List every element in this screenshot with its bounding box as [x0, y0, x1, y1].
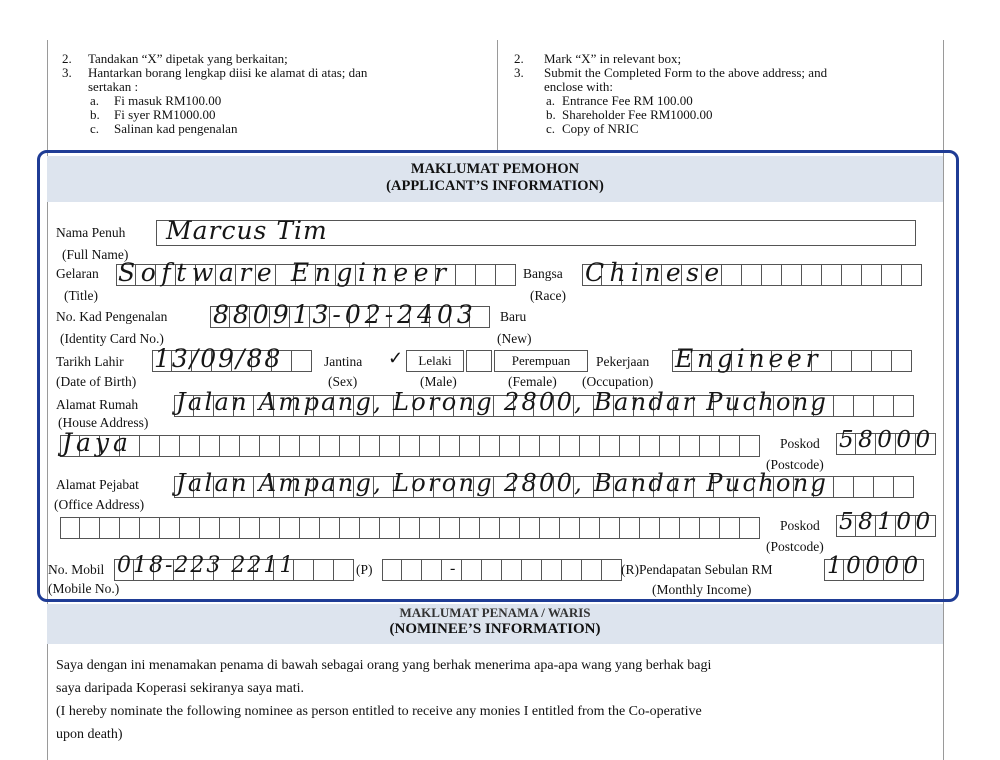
male-label-en: (Male)	[420, 374, 457, 389]
full-name-label: Nama Penuh	[56, 225, 126, 240]
house-postcode-value: 58000	[839, 427, 935, 453]
nominee-title-ms: MAKLUMAT PENAMA / WARIS	[399, 605, 591, 620]
office-address-line1-value: Jalan Ampang, Lorong 2800, Bandar Puchong	[176, 469, 829, 497]
mobile-label-en: (Mobile No.)	[48, 581, 120, 596]
applicant-highlight-frame	[37, 150, 959, 602]
male-checkbox[interactable]: Lelaki	[406, 350, 464, 372]
phone-dash: -	[450, 560, 456, 577]
house-postcode-label: Poskod	[780, 436, 820, 451]
title-label-en: (Title)	[64, 288, 99, 303]
ic-label: No. Kad Pengenalan	[56, 309, 168, 324]
income-label-en: (Monthly Income)	[652, 582, 752, 597]
race-label: Bangsa	[523, 266, 563, 281]
mobile-label: No. Mobil	[48, 562, 105, 577]
nominee-paragraph: Saya dengan ini menamakan penama di bawah sebagai orang yang berhak menerima apa-apa wang yang berhak bagi saya daripada Koperasi sekiranya saya mati. (I hereby nominate the following nominee as person entitled to receive any monies I entitled from the Co-operative upon death)	[56, 658, 712, 742]
female-label-en: (Female)	[508, 374, 557, 389]
full-name-value: Marcus Tim	[166, 216, 328, 245]
occupation-value: Engineer	[675, 344, 822, 373]
income-value: 10000	[827, 553, 923, 579]
office-postcode-value: 58100	[839, 509, 935, 535]
male-check-icon: ✓	[388, 348, 404, 368]
house-address-line1-value: Jalan Ampang, Lorong 2800, Bandar Puchong	[176, 388, 829, 416]
race-value: Chinese	[585, 258, 725, 287]
new-label: Baru	[500, 309, 527, 324]
female-checkbox[interactable]: Perempuan	[494, 350, 588, 372]
new-label-en: (New)	[497, 331, 532, 346]
full-name-label-en: (Full Name)	[62, 247, 129, 262]
occupation-label: Pekerjaan	[596, 354, 650, 369]
sex-label-en: (Sex)	[328, 374, 358, 389]
office-address-label-en: (Office Address)	[54, 497, 145, 512]
nominee-title-en: (NOMINEE’S INFORMATION)	[389, 621, 601, 637]
applicant-title-en: (APPLICANT’S INFORMATION)	[386, 178, 604, 194]
p-marker-label: (P)	[356, 562, 373, 577]
dob-label-en: (Date of Birth)	[56, 374, 137, 389]
house-address-label: Alamat Rumah	[56, 397, 139, 412]
instructions-ms: 2. Tandakan “X” dipetak yang berkaitan; 3. Hantarkan borang lengkap diisi ke alamat di atas; dan sertakan : a. Fi masuk RM100.00 b. Fi syer RM1000.00 c. Salinan kad pengenalan	[62, 51, 368, 136]
column-divider	[497, 40, 498, 152]
house-address-label-en: (House Address)	[58, 415, 149, 430]
office-postcode-label: Poskod	[780, 518, 820, 533]
dob-label: Tarikh Lahir	[56, 354, 124, 369]
sex-label: Jantina	[324, 354, 363, 369]
occupation-label-en: (Occupation)	[582, 374, 654, 389]
income-label: (R)Pendapatan Sebulan RM	[621, 562, 773, 577]
applicant-title-ms: MAKLUMAT PEMOHON	[410, 161, 580, 177]
instructions-en: 2. Mark “X” in relevant box; 3. Submit the Completed Form to the above address; and enclose with: a. Entrance Fee RM 100.00 b. Shareholder Fee RM1000.00 c. Copy of NRIC	[514, 51, 828, 136]
house-address-line2-value: Jaya	[62, 428, 132, 457]
ic-value: 880913-02-2403	[213, 300, 477, 329]
office-postcode-label-en: (Postcode)	[766, 539, 824, 554]
ic-label-en: (Identity Card No.)	[60, 331, 164, 346]
title-label: Gelaran	[56, 266, 99, 281]
title-value: Software Engineer	[118, 258, 452, 287]
dob-value: 13/09/88	[154, 344, 283, 373]
office-address-label: Alamat Pejabat	[56, 477, 139, 492]
nominee-header	[47, 604, 943, 644]
house-postcode-label-en: (Postcode)	[766, 457, 824, 472]
mobile-value: 018-223 2211	[117, 553, 296, 578]
race-label-en: (Race)	[530, 288, 566, 303]
